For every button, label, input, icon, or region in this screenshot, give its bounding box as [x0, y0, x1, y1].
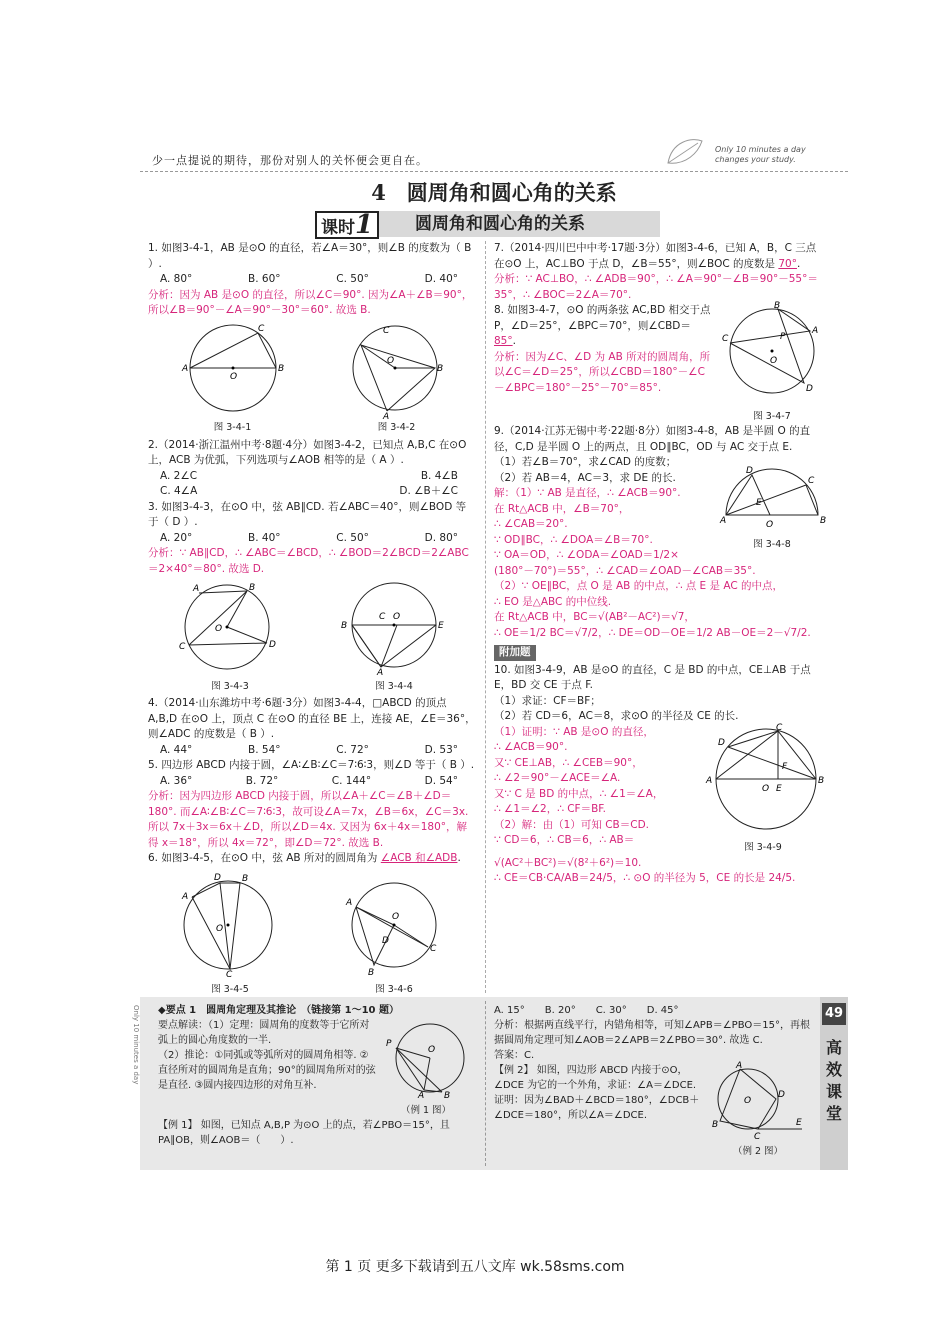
motto: 少一点提说的期待，那份对别人的关怀便会更自在。	[152, 154, 428, 167]
svg-text:B: B	[341, 621, 348, 631]
lesson-title: 圆周角和圆心角的关系	[415, 214, 585, 234]
svg-text:A: A	[706, 775, 713, 786]
leaf-icon	[662, 135, 706, 169]
svg-text:B: B	[818, 775, 825, 786]
footer: 第 1 页 更多下载请到五八文库 wk.58sms.com	[325, 1259, 625, 1275]
figure-3-4-3: A B C D O 图 3-4-3	[179, 583, 276, 692]
svg-text:C: C	[430, 943, 437, 954]
svg-text:A: A	[182, 891, 189, 902]
key-points-box: ◆要点 1 圆周角定理及其推论 （链接第 1～10 题） 要点解读：（1）定理：圆周角的度数等于它所对弧上的圆心角度数的一半. （2）推论：①同弧或等弧所对的圆周角相等. ②直径所对的圆周角是直角；90°的圆周角所对的弦是直径. ③圆内接四边形的对角互补. P O A B （例 1 图） 【例 1】 如图，已知点 A,B,P 为⊙O 上的点，若∠PBO＝15°，且 PA∥OB，则∠AOB＝（ ）. A. 15° B. 20° C. 30° D. 45° 分析：根据两直线平行，内错角相等，可知∠APB＝∠PBO＝15°，再根据圆周角定理可知∠AOB＝2∠APB＝2∠PBO＝30°. 故选 C. 答案：C. 【例 2】 如图，四边形 ABCD 内接于⊙O，∠DCE 为它的一个外角，求证：∠A＝∠DCE. 证明：因为∠BAD＋∠BCD＝180°，∠DCB＋∠DCE＝180°，所以∠A＝∠DCE. A B C D E O （例 2 图）	[140, 997, 848, 1170]
side-label: 高效课堂	[825, 1038, 842, 1123]
side-tab	[820, 997, 848, 1170]
figure-3-4-6: A O D C B 图 3-4-6	[344, 871, 444, 998]
svg-text:O: O	[744, 1096, 752, 1106]
svg-text:C: C	[382, 325, 389, 336]
chapter-title: 4 圆周角和圆心角的关系	[371, 180, 617, 205]
svg-text:D: D	[806, 384, 813, 394]
svg-text:A: A	[736, 1061, 743, 1071]
svg-text:A: A	[382, 411, 389, 422]
svg-text:D: D	[382, 935, 389, 946]
figure-3-4-2: C O B A 图 3-4-2	[347, 323, 447, 436]
left-column: 1. 如图3-4-1，AB 是⊙O 的直径，若∠A＝30°，则∠B 的度数为（ B ）. A. 80° B. 60° C. 50° D. 40° 分析：因为 AB 是⊙O 的直径，所以∠C＝90°. 因为∠A＋∠B＝90°，所以∠B＝90°－∠A＝90°－30°＝60°. 故选 B. A B C O 图 3-4-1 C O B A 图 3-4-2 2.（2014·浙江温州中考·8题·4分）如图3-4-2，已知点 A,B,C 在⊙O 上，ACB 为优弧，下列选项与∠AOB 相等的是（ A ）. A. 2∠C B. 4∠B C. 4∠A D. ∠B＋∠C 3. 如图3-4-3，在⊙O 中，弦 AB∥CD. 若∠ABC＝40°，则∠BOD 等于（ D ）. A. 20° B. 40° C. 50° D. 80° 分析：∵ AB∥CD，∴ ∠ABC＝∠BCD，∴ ∠BOD＝2∠BCD＝2∠ABC＝2×40°＝80°. 故选 D. A B C D O 图 3-4-3 B E C O A 图 3-4-4 4.（2014·山东潍坊中考·6题·3分）如图3-4-4，□ABCD 的顶点 A,B,D 在⊙O 上，顶点 C 在⊙O 的直径 BE 上，连接 AE，∠E＝36°，则∠ADC 的度数是（ B ）. A. 44° B. 54° C. 72° D. 53° 5. 四边形 ABCD 内接于圆，∠A∶∠B∶∠C＝7∶6∶3，则∠D 等于（ B ）. A. 36° B. 72° C. 144° D. 54° 分析：因为四边形 ABCD 内接于圆，所以∠A＋∠C＝∠B＋∠D＝180°. 而∠A∶∠B∶∠C＝7∶6∶3，故可设∠A＝7x，∠B＝6x，∠C＝3x. 所以 7x＋3x＝6x＋∠D，所以∠D＝4x. 又因为 6x＋4x＝180°，解得 x＝18°，所以 4x＝72°，即∠D＝72°. 故选 B. 6. 如图3-4-5，在⊙O 中，弦 AB 所对的圆周角为 ∠ACB 和∠ADB. A D B O C 图 3-4-5 A O D C B 图 3-4-6	[148, 241, 476, 1000]
top-strip	[140, 135, 848, 175]
svg-text:A: A	[812, 326, 819, 336]
example-2-figure: A B C D E O （例 2 图）	[712, 1061, 802, 1157]
question-8: 8. 如图3-4-7，⊙O 的两条弦 AC,BD 相交于点 P，∠D＝25°，∠BPC＝70°，则∠CBD＝ 85°.	[494, 304, 711, 347]
q1-solution: 分析：因为 AB 是⊙O 的直径，所以∠C＝90°. 因为∠A＋∠B＝90°，所以∠B＝90°－∠A＝90°－30°＝60°. 故选 B.	[148, 288, 473, 316]
svg-text:A: A	[418, 1091, 425, 1101]
q5-solution: 分析：因为四边形 ABCD 内接于圆，所以∠A＋∠C＝∠B＋∠D＝180°. 而∠A∶∠B∶∠C＝7∶6∶3，故可设∠A＝7x，∠B＝6x，∠C＝3x. 所以 7x＋3x＝6x＋∠D，所以∠D＝4x. 又因为 6x＋4x＝180°，解得 x＝18°，所以 4x＝72°，即∠D＝72°. 故选 B.	[148, 790, 469, 849]
svg-text:B: B	[249, 583, 256, 593]
extra-tag: 附加题	[494, 645, 536, 661]
figure-3-4-7: C A B D O P 图 3-4-7	[722, 301, 819, 422]
question-9: 9.（2014·江苏无锡中考·22题·8分）如图3-4-8，AB 是半圆 O 的直径，C,D 是半圆 O 上的两点，且 OD∥BC，OD 与 AC 交于点 E.	[494, 425, 811, 453]
svg-text:B: B	[712, 1120, 719, 1130]
svg-text:A: A	[181, 363, 188, 374]
figure-3-4-5: A D B O C 图 3-4-5	[180, 871, 280, 998]
svg-text:O: O	[229, 371, 237, 382]
svg-text:C: C	[179, 642, 186, 652]
question-7: 7.（2014·四川巴中中考·17题·3分）如图3-4-6，已知 A，B，C 三点在⊙O 上，AC⊥BO 于点 D，∠B＝55°，则∠BOC 的度数是 70°.	[494, 242, 817, 270]
figure-3-4-8: A D C E O B 图 3-4-8	[720, 466, 827, 550]
svg-text:O: O	[770, 356, 778, 366]
svg-text:D: D	[214, 872, 221, 883]
q8-solution: 分析：因为∠C、∠D 为 AB 所对的圆周角，所以∠C＝∠D＝25°，所以∠CBD＝180°－∠C－∠BPC＝180°－25°－70°＝85°.	[494, 350, 711, 394]
page-number: 49	[822, 1003, 846, 1025]
svg-text:D: D	[718, 737, 725, 748]
svg-text:O: O	[386, 355, 394, 366]
svg-text:O: O	[215, 624, 223, 634]
svg-text:A: A	[346, 897, 353, 908]
svg-text:B: B	[368, 967, 375, 978]
svg-text:A: A	[193, 584, 200, 594]
svg-text:O: O	[216, 923, 224, 934]
svg-text:P: P	[386, 1039, 392, 1049]
question-2: 2.（2014·浙江温州中考·8题·4分）如图3-4-2，已知点 A,B,C 在⊙O 上，ACB 为优弧，下列选项与∠AOB 相等的是（ A ）.	[148, 438, 467, 466]
svg-text:B: B	[820, 516, 827, 526]
svg-text:A: A	[377, 668, 384, 678]
svg-text:D: D	[269, 640, 276, 650]
example-1-figure: P O A B （例 1 图）	[384, 1018, 468, 1118]
svg-text:P: P	[780, 332, 786, 342]
lesson-box: 课时1	[315, 211, 379, 239]
q3-solution: 分析：∵ AB∥CD，∴ ∠ABC＝∠BCD，∴ ∠BOD＝2∠BCD＝2∠ABC＝2×40°＝80°. 故选 D.	[148, 547, 469, 575]
figure-3-4-9: A D C B O E F 图 3-4-9	[706, 722, 825, 853]
svg-text:E: E	[438, 621, 444, 631]
svg-text:C: C	[257, 323, 264, 334]
svg-text:E: E	[776, 783, 782, 794]
svg-text:C: C	[226, 969, 233, 980]
question-4: 4.（2014·山东潍坊中考·6题·3分）如图3-4-4，□ABCD 的顶点 A,B,D 在⊙O 上，顶点 C 在⊙O 的直径 BE 上，连接 AE，∠E＝36°，则∠ADC 的度数是（ B ）.	[148, 697, 476, 740]
svg-text:C: C	[754, 1132, 761, 1142]
question-5: 5. 四边形 ABCD 内接于圆，∠A∶∠B∶∠C＝7∶6∶3，则∠D 等于（ B ）.	[148, 759, 475, 771]
svg-text:E: E	[756, 498, 762, 508]
svg-text:C: C	[379, 612, 386, 622]
svg-text:B: B	[444, 1091, 451, 1101]
svg-text:O: O	[428, 1045, 436, 1055]
svg-text:O: O	[393, 612, 401, 622]
svg-text:E: E	[796, 1118, 802, 1128]
svg-text:A: A	[720, 516, 727, 526]
svg-text:B: B	[277, 363, 284, 374]
svg-text:C: C	[808, 476, 815, 486]
figure-3-4-1: A B C O 图 3-4-1	[181, 323, 284, 433]
q1-options: A. 80° B. 60° C. 50° D. 40°	[160, 273, 458, 285]
question-3: 3. 如图3-4-3，在⊙O 中，弦 AB∥CD. 若∠ABC＝40°，则∠BOD 等于（ D ）.	[148, 500, 467, 528]
figure-3-4-4: B E C O A 图 3-4-4	[339, 581, 449, 694]
question-6: 6. 如图3-4-5，在⊙O 中，弦 AB 所对的圆周角为 ∠ACB 和∠ADB.	[148, 852, 461, 864]
svg-text:C: C	[776, 722, 783, 733]
question-10: 10. 如图3-4-9，AB 是⊙O 的直径，C 是 BD 的中点，CE⊥AB 于点 E，BD 交 CE 于点 F.	[494, 663, 811, 691]
side-note: Only 10 minutes a day	[132, 1005, 140, 1085]
svg-text:D: D	[778, 1090, 785, 1100]
question-1: 1. 如图3-4-1，AB 是⊙O 的直径，若∠A＝30°，则∠B 的度数为（ B ）.	[148, 242, 472, 270]
svg-text:B: B	[774, 301, 781, 311]
slogan: Only 10 minutes a day changes your study.	[715, 145, 806, 164]
right-column: 7.（2014·四川巴中中考·17题·3分）如图3-4-6，已知 A，B，C 三点在⊙O 上，AC⊥BO 于点 D，∠B＝55°，则∠BOC 的度数是 70°. 分析：∵ AC⊥BO，∴ ∠ADB＝90°，∴ ∠A＝90°－∠B＝90°－55°＝35°，∴ ∠BOC＝2∠A＝70°. 8. 如图3-4-7，⊙O 的两条弦 AC,BD 相交于点 P，∠D＝25°，∠BPC＝70°，则∠CBD＝ 85°. 分析：因为∠C、∠D 为 AB 所对的圆周角，所以∠C＝∠D＝25°，所以∠CBD＝180°－∠C－∠BPC＝180°－25°－70°＝85°. C A B D O P 图 3-4-7 9.（2014·江苏无锡中考·22题·8分）如图3-4-8，AB 是半圆 O 的直径，C,D 是半圆 O 上的两点，且 OD∥BC，OD 与 AC 交于点 E. （1）若∠B＝70°，求∠CAD 的度数； （2）若 AB＝4，AC＝3，求 DE 的长. 解：（1）∵ AB 是直径，∴ ∠ACB＝90°. 在 Rt△ACB 中，∠B＝70°， ∴ ∠CAB＝20°. ∵ OD∥BC，∴ ∠DOA＝∠B＝70°. ∵ OA＝OD，∴ ∠ODA＝∠OAD＝1/2× A D C E O B 图 3-4-8 (180°－70°)＝55°，∴ ∠CAD＝∠OAD－∠CAB＝35°. （2）∵ OE∥BC，点 O 是 AB 的中点，∴ 点 E 是 AC 的中点， ∴ EO 是△ABC 的中位线. 在 Rt△ACB 中，BC＝√(AB²－AC²)＝√7， ∴ OE＝1/2 BC＝√7/2，∴ DE＝OD－OE＝1/2 AB－OE＝2－√7/2. 附加题 10. 如图3-4-9，AB 是⊙O 的直径，C 是 BD 的中点，CE⊥AB 于点 E，BD 交 CE 于点 F. （1）求证：CF＝BF； （2）若 CD＝6，AC＝8，求⊙O 的半径及 CE 的长. （1）证明：∵ AB 是⊙O 的直径， ∴ ∠ACB＝90°. 又∵ CE⊥AB，∴ ∠CEB＝90°， ∴ ∠2＝90°－∠ACE＝∠A. 又∵ C 是 BD 的中点，∴ ∠1＝∠A， ∴ ∠1＝∠2，∴ CF＝BF. （2）解：由（1）可知 CB＝CD. ∵ CD＝6，∴ CB＝6，∴ AB＝ A D C B O E F 图 3-4-9 √(AC²＋BC²)＝√(8²＋6²)＝10. ∴ CE＝CB·CA/AB＝24/5，∴ ⊙O 的半径为 5，CE 的长是 24/5.	[494, 242, 827, 884]
svg-text:O: O	[762, 783, 770, 794]
svg-text:B: B	[242, 873, 249, 884]
q7-solution: 分析：∵ AC⊥BO，∴ ∠ADB＝90°，∴ ∠A＝90°－∠B＝90°－55°＝35°，∴ ∠BOC＝2∠A＝70°.	[494, 273, 818, 301]
svg-text:O: O	[392, 911, 400, 922]
svg-text:F: F	[782, 761, 788, 772]
svg-text:B: B	[436, 363, 443, 374]
svg-text:D: D	[746, 466, 753, 476]
svg-text:C: C	[722, 334, 729, 344]
textbook-page	[132, 135, 848, 1170]
lesson-bar	[315, 210, 660, 240]
svg-text:O: O	[766, 520, 774, 530]
